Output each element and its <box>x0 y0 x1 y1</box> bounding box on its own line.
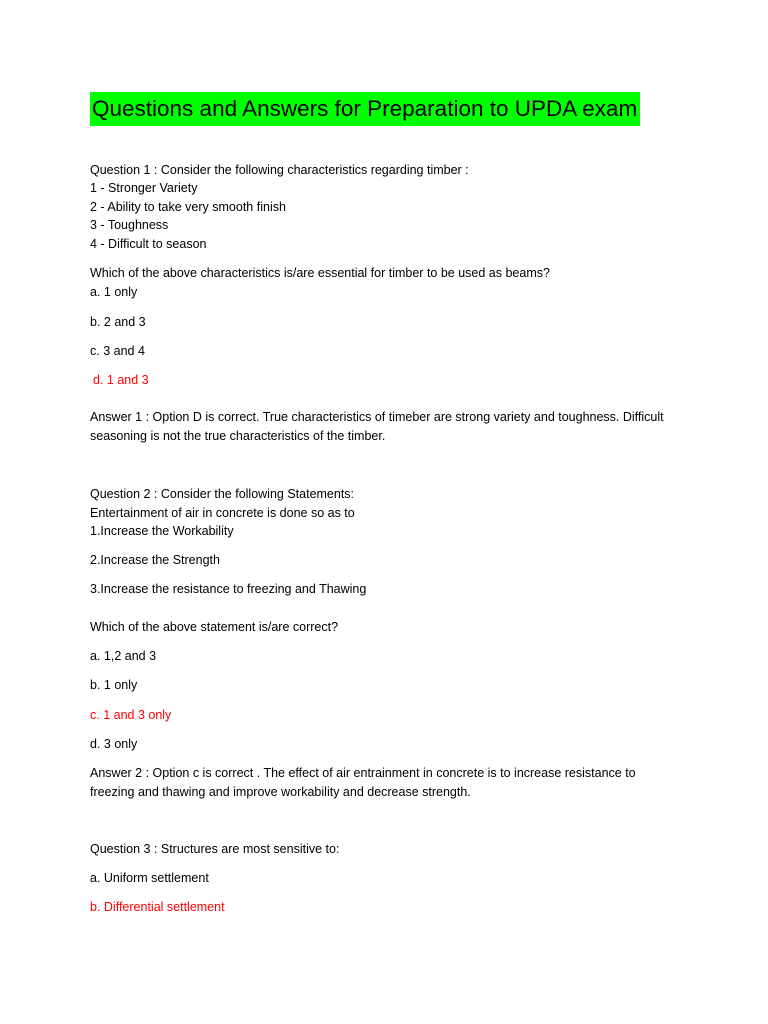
question-2-statement: 1.Increase the Workability <box>90 524 234 538</box>
answer-2-line: freezing and thawing and improve workability and decrease strength. <box>90 785 471 799</box>
question-1-option-a: a. 1 only <box>90 285 138 299</box>
question-2-text: Question 2 : Consider the following Statements: <box>90 487 355 501</box>
answer-1-line: Answer 1 : Option D is correct. True characteristics of timeber are strong variety and toughness. Difficult <box>90 410 664 424</box>
question-1-option-d-correct: d. 1 and 3 <box>93 373 149 387</box>
question-1-item: 3 - Toughness <box>90 218 169 232</box>
question-2-option-a: a. 1,2 and 3 <box>90 649 157 663</box>
question-2-option-c-correct: c. 1 and 3 only <box>90 708 172 722</box>
question-1-option-c: c. 3 and 4 <box>90 344 145 358</box>
question-2-statement: 3.Increase the resistance to freezing and Thawing <box>90 582 367 596</box>
question-2-prompt: Which of the above statement is/are correct? <box>90 620 339 634</box>
question-2-option-b: b. 1 only <box>90 678 138 692</box>
question-2-statement: 2.Increase the Strength <box>90 553 220 567</box>
question-1-item: 1 - Stronger Variety <box>90 181 198 195</box>
question-1-text: Question 1 : Consider the following characteristics regarding timber : <box>90 163 469 177</box>
answer-1-line: seasoning is not the true characteristics of the timber. <box>90 429 386 443</box>
question-1-prompt: Which of the above characteristics is/are essential for timber to be used as beams? <box>90 266 550 280</box>
question-2-option-d: d. 3 only <box>90 737 138 751</box>
question-1-option-b: b. 2 and 3 <box>90 315 146 329</box>
question-3-option-a: a. Uniform settlement <box>90 871 209 885</box>
answer-2-line: Answer 2 : Option c is correct . The effect of air entrainment in concrete is to increase resistance to <box>90 766 636 780</box>
question-3-text: Question 3 : Structures are most sensitive to: <box>90 842 340 856</box>
question-3-option-b-correct: b. Differential settlement <box>90 900 225 914</box>
page-title: Questions and Answers for Preparation to UPDA exam <box>90 92 640 126</box>
question-1-item: 2 - Ability to take very smooth finish <box>90 200 286 214</box>
question-2-intro: Entertainment of air in concrete is done so as to <box>90 506 355 520</box>
question-1-item: 4 - Difficult to season <box>90 237 207 251</box>
